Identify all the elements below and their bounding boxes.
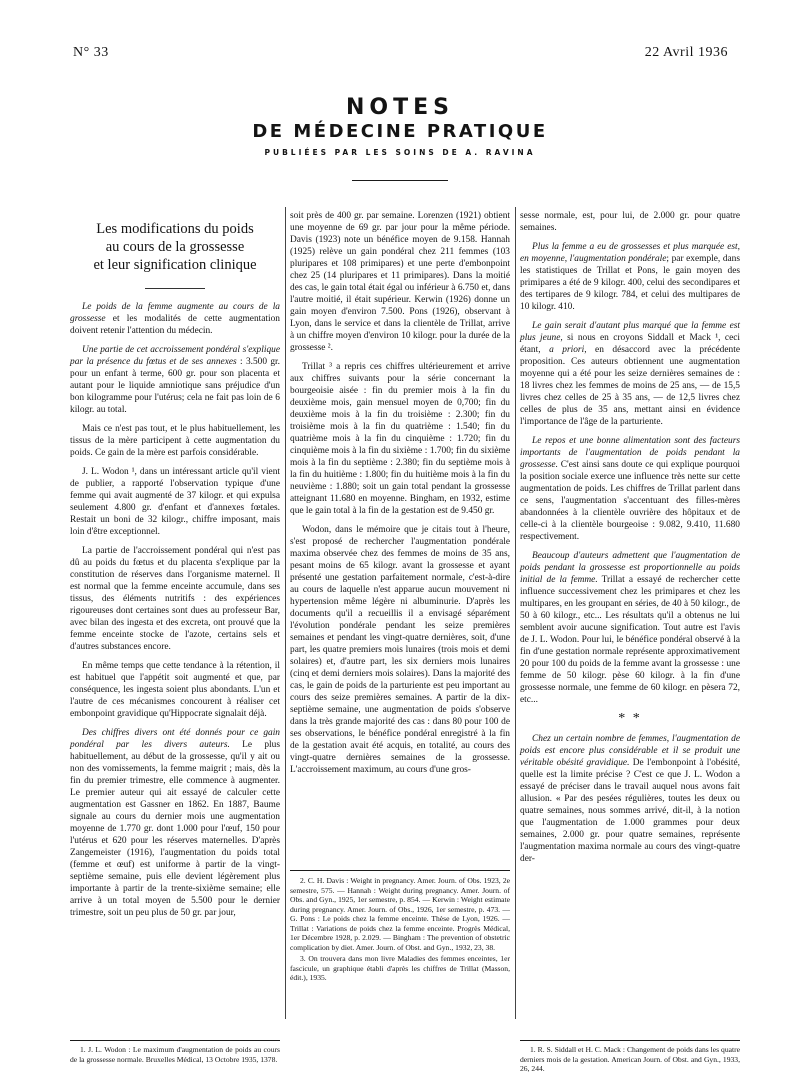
article-title-line: et leur signification clinique bbox=[93, 257, 257, 273]
paragraph: Le repos et une bonne alimentation sont des facteurs importants de l'augmentation de poids pendant la grossesse. C'est ainsi sans doute ce qui explique pourquoi la position sociale exerce une influence très nette sur cette augmentation de poids. Les chiffres de Trillat parlent dans ce sens, l'augmentation s'accentuant des filles-mères abandonnées à la clientèle ouvrière des hôpitaux et de celle-ci à la clientèle bourgeoise : 9.082, 9.410, 11.680 respectivement. bbox=[520, 436, 740, 542]
title-rule bbox=[145, 288, 205, 289]
footnote: 1. R. S. Siddall et H. C. Mack : Changement de poids dans les quatre derniers mois de la gestation. American Journ. of Obst. and Gyn., 1933, 26, 244. bbox=[520, 1045, 740, 1073]
paragraph: Beaucoup d'auteurs admettent que l'augmentation de poids pendant la grossesse est proportionnelle au poids initial de la femme. Trillat a essayé de rechercher cette influence successivement chez les primipares et chez les multipares, en les groupant en séries, de 40 à 50 kilogr., de 50 à 60 kilogr., etc... Les résultats qu'il a obtenus ne lui semblent avoir aucune signification. Tout autre est l'avis de J. L. Wodon. Pour lui, le bénéfice pondéral observé à la fin d'une gestation normale représente approximativement 20 pour 100 du poids de la femme avant la grossesse : une femme de 50 kilogr. pèse 60 kilogr. à la fin d'une grossesse normale, une femme de 60 kilogr. en pèsera 72, etc... bbox=[520, 551, 740, 705]
paragraph: Le poids de la femme augmente au cours de la grossesse et les modalités de cette augmentation doivent retenir l'attention du médecin. bbox=[70, 302, 280, 336]
masthead-title: NOTES bbox=[346, 95, 454, 120]
article-title-line: au cours de la grossesse bbox=[105, 239, 245, 255]
footnotes-column-3 bbox=[520, 1045, 740, 1076]
column-rule bbox=[285, 207, 286, 1019]
issue-number: N° 33 bbox=[73, 45, 109, 60]
issue-date: 22 Avril 1936 bbox=[644, 45, 728, 60]
paragraph: Wodon, dans le mémoire que je citais tout à l'heure, s'est proposé de rechercher l'augmentation pondérale maxima observée chez des femmes de moins de 35 ans, pesant moins de 65 kilogr. avant la grossesse et ayant présenté une gestation parfaitement normale, c'est-à-dire au cours de laquelle n'est apparue aucun mouvement ni hypertension même légère ni albuminurie. D'après les documents qu'il a recueillis il a envisagé séparément l'évolution pondérale pendant les seize premières semaines et pendant les vingt-quatre dernières, soit, d'une part, les quatre premiers mois lunaires (trois mois et demi solaires) et, d'autre part, les six derniers mois lunaires (cinq et demi derniers mois solaires). Dans la majorité des cas, le gain de poids de la parturiente est peu important au cours des seize premières semaines. A partir de la dix-septième semaine, une augmentation de poids s'observe dans la très grande majorité des cas : dans 80 pour 100 de ses observations, le bénéfice pondéral enregistré à la fin de la gestation avait été acquis, en totalité, au cours des vingt-quatre dernières semaines de la grossesse. L'accroissement maximum, au cours d'une gros- bbox=[290, 525, 510, 775]
paragraph: En même temps que cette tendance à la rétention, il est habituel que l'appétit soit augmenté et que, par conséquence, les ingesta soient plus abondants. L'un et l'autre de ces mécanismes concourent à réaliser cet embonpoint gravidique qu'Hippocrate signalait déjà. bbox=[70, 661, 280, 719]
paragraph: Chez un certain nombre de femmes, l'augmentation de poids est encore plus considérable et il se produit une véritable obésité gravidique. De l'embonpoint à l'obésité, quelle est la limite précise ? C'est ce que J. L. Wodon a essayé de préciser dans le travail auquel nous avons fait allusion. « Par des pesées régulières, toutes les deux ou quatre semaines, nous sommes arrivé, dit-il, à la notion que l'augmentation de 1.000 grammes pour deux semaines, 2.000 gr. pour quatre semaines, représente l'augmentation maxima normale au cours des vingt-quatre der- bbox=[520, 734, 740, 864]
article-title bbox=[70, 220, 280, 274]
masthead-subtitle: DE MÉDECINE PRATIQUE bbox=[252, 121, 548, 142]
paragraph: Mais ce n'est pas tout, et le plus habituellement, les tissus de la mère participent à cette augmentation du poids. Ce gain de la mère est parfois considérable. bbox=[70, 424, 280, 458]
masthead-rule bbox=[352, 180, 448, 181]
column-rule bbox=[515, 207, 516, 1019]
paragraph: sesse normale, est, pour lui, de 2.000 gr. pour quatre semaines. bbox=[520, 211, 740, 233]
paragraph: Une partie de cet accroissement pondéral s'explique par la présence du fœtus et de ses annexes : 3.500 gr. pour un enfant à terme, 600 gr. pour son placenta et autant pour le liquide amniotique sans préjudice d'un bon kilogramme pour l'utérus; cela ne fait pas loin de 6 kilogr. au total. bbox=[70, 345, 280, 415]
footnote: 2. C. H. Davis : Weight in pregnancy. Amer. Journ. of Obs. 1923, 2e semestre, 575. — Hannah : Weight during pregnancy. Amer. Journ. of Obs. and Gyn., 1925, 1er semestre, p. 854. — Kerwin : Weight estimate during pregnancy. Amer. Journ. of Obs., 1926, 1er semestre, p. 473. — G. Pons : Le poids chez la femme enceinte. Thèse de Lyon, 1926. — Trillat : Variations de poids chez la femme enceinte. Progrès Médical, 1er Décembre 1928, p. 2.029. — Bingham : The prevention of obstetric complication by diet. Amer. Journ. of Obst. and Gyn., 1932, 23, 38. bbox=[290, 876, 510, 952]
footnote-rule bbox=[520, 1040, 740, 1041]
masthead-editor: PUBLIÉES PAR LES SOINS DE A. RAVINA bbox=[264, 148, 536, 157]
paragraph: J. L. Wodon ¹, dans un intéressant article qu'il vient de publier, a rapporté l'observation typique d'une femme qui avait augmenté de 37 kilogr. et qui expulsa seulement 4.800 gr. d'enfant et d'annexes fœtales. Restait un boni de 32 kilogr., chiffre imposant, mais loin d'être exceptionnel. bbox=[70, 467, 280, 537]
footnotes-column-1 bbox=[70, 1045, 280, 1066]
section-separator: * * bbox=[618, 711, 642, 726]
article-column-1 bbox=[70, 212, 280, 926]
paragraph: Plus la femme a eu de grossesses et plus marquée est, en moyenne, l'augmentation pondérale; par exemple, dans les statistiques de Trillat et Pons, le gain moyen des primipares a été de 9 kilogr. 400, celui des secondipares et des tertipares de 9 kilogr. 784, et celui des multipares de 10 kilogr. 410. bbox=[520, 242, 740, 312]
paragraph: Des chiffres divers ont été donnés pour ce gain pondéral par les divers auteurs. Le plus habituellement, au début de la grossesse, qu'il y ait ou non des vomissements, la femme maigrit ; mais, dès la fin du premier trimestre, elle commence à augmenter. Le premier auteur qui ait essayé de calculer cette augmentation est Gassner en 1862. En 1887, Baume signale au cours du dernier mois une augmentation moyenne de 1.770 gr. dont 1.000 pour l'œuf, 150 pour l'utérus et 620 pour les réserves maternelles. D'après Zangemeister (1916), l'augmentation du poids total (femme et œuf) est uniforme à partir de la vingt-septième semaine, puis elle devient légèrement plus importante à partir de la trente-sixième semaine; elle arrive à un total moyen de 5.500 pour le dernier trimestre, soit un peu plus de 50 gr. par jour, bbox=[70, 728, 280, 918]
article-title-line: Les modifications du poids bbox=[96, 221, 254, 237]
paragraph: La partie de l'accroissement pondéral qui n'est pas dû au poids du fœtus et du placenta s'explique par la constitution de réserves dans l'organisme maternel. Il est normal que la femme enceinte accumule, dans ses tissus, des éléments nutritifs : des expériences rigoureuses dont certaines sont dues au professeur Bar, avec bilan des ingesta et des excreta, ont prouvé que la femme enceinte stocke de l'azote, certains sels et d'autres substances encore. bbox=[70, 546, 280, 652]
paragraph: soit près de 400 gr. par semaine. Lorenzen (1921) obtient une moyenne de 69 gr. par jour pour la même période. Davis (1923) note un bénéfice moyen de 9.158. Hannah (1925) relève un gain pondéral chez 211 femmes (103 pluripares et 108 primipares) et une perte d'embonpoint chez 25 (14 pluripares et 11 primipares). Dans la moitié des cas, le gain total était égal ou inférieur à 6.750 et, dans l'autre moitié, il était supérieur. Kerwin (1926) donne un gain moyen d'environ 7.500. Pons (1926), observant à Lyon, dans le service et dans la clientèle de Trillat, arrive à un chiffre moyen d'environ 10 kilogr. pour la durée de la grossesse ². bbox=[290, 211, 510, 353]
footnote: 3. On trouvera dans mon livre Maladies des femmes enceintes, 1er fascicule, un graphique établi d'après les chiffres de Trillat (Masson, édit.), 1935. bbox=[290, 954, 510, 982]
footnote-rule bbox=[70, 1040, 280, 1041]
article-column-3 bbox=[520, 210, 740, 872]
article-column-2 bbox=[290, 210, 510, 783]
column-1-text bbox=[70, 301, 280, 919]
footnote-rule bbox=[290, 870, 510, 871]
paragraph: Trillat ³ a repris ces chiffres ultérieurement et arrive aux chiffres suivants pour la série concernant la bourgeoisie aisée : fin du premier mois à la fin du deuxième mois, gain mensuel moyen de 0,700; fin du deuxième mois à la fin du troisième : 2.300; fin du troisième mois à la fin du quatrième : 1.540; fin du quatrième mois à la fin du cinquième : 1.720; fin du cinquième mois à la fin du sixième : 1.700; fin du sixième mois à la fin du septième : 2.380; fin du septième mois à la fin du huitième : 1.800; fin du huitième mois à la fin du neuvième : 1.880; soit un gain total pendant la grossesse atteignant 11.680 en moyenne. Bingham, en 1932, estime que le gain total à la fin de la gestation est de 9.450 gr. bbox=[290, 362, 510, 516]
footnote: 1. J. L. Wodon : Le maximum d'augmentation de poids au cours de la grossesse normale. Bruxelles Médical, 13 Octobre 1935, 1378. bbox=[70, 1045, 280, 1064]
paragraph: Le gain serait d'autant plus marqué que la femme est plus jeune, si nous en croyons Siddall et Mack ¹, ceci étant, a priori, en désaccord avec la précédente proposition. Ces auteurs obtiennent une augmentation moyenne qui a été pour les seize dernières semaines de : 18 livres chez les femmes de moins de 25 ans, — de 15,5 livres chez celles de 25 à 35 ans, — de 12,5 livres chez celles de plus de 35 ans, mettant ainsi en évidence l'importance de l'âge de la parturiente. bbox=[520, 321, 740, 427]
footnotes-column-2 bbox=[290, 876, 510, 985]
